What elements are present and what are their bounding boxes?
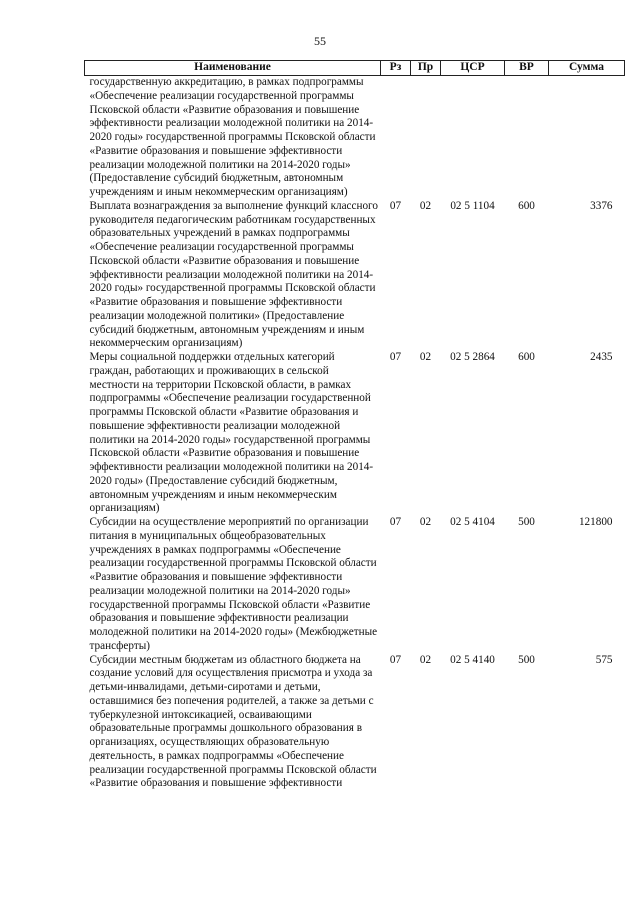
row-pr: 02 [419, 516, 432, 528]
row-pr: 02 [419, 351, 432, 363]
table-header-row [85, 61, 625, 76]
row-csr [441, 76, 505, 200]
header-csr: ЦСР [441, 61, 505, 76]
header-sum: Сумма [549, 61, 625, 76]
header-pr: Пр [411, 61, 441, 76]
row-vr: 500 [518, 516, 535, 528]
header-vr: ВР [505, 61, 549, 76]
row-pr: 02 [419, 199, 432, 212]
row-vr [505, 76, 549, 200]
row-rz: 07 [389, 653, 402, 666]
row-pr [411, 76, 441, 200]
row-csr: 02 5 1104 [450, 199, 495, 212]
row-name: государственную аккредитацию, в рамках подпрограммы «Обеспечение реализации государственной программы Псковской области «Развитие образования и повышение эффективности реализации молодежной политики на 2014-2020 годы» государственной программы Псковской области «Развитие образования и повышение эффективности реализации молодежной политики на 2014-2020 годы» (Предоставление субсидий бюджетным, автономным учреждениям и иным некоммерческим организациям) [89, 76, 376, 198]
row-rz [381, 76, 411, 200]
row-csr: 02 5 4104 [450, 516, 495, 528]
row-csr: 02 5 2864 [450, 351, 495, 363]
row-rz: 07 [389, 199, 402, 212]
row-sum: 121800 [578, 516, 613, 528]
row-vr: 600 [518, 351, 535, 363]
row-csr: 02 5 4140 [450, 653, 495, 666]
header-name: Наименование [85, 61, 381, 76]
table-row [85, 516, 625, 654]
row-name: Субсидии на осуществление мероприятий по организации питания в муниципальных общеобразовательных учреждениях в рамках подпрограммы «Обеспечение реализации государственной программы Псковской области «Развитие образования и повышение эффективности реализации молодежной политики на 2014-2020 годы» государственной программы Псковской области «Развитие образования и повышение эффективности реализации молодежной политики на 2014-2020 годы» (Межбюджетные трансферты) [89, 516, 378, 652]
row-vr: 600 [518, 199, 535, 212]
table-row [85, 351, 625, 516]
row-sum: 3376 [590, 199, 613, 212]
row-rz: 07 [389, 516, 402, 528]
row-name: Субсидии местным бюджетам из областного бюджета на создание условий для осуществления присмотра и ухода за детьми-инвалидами, детьми-сиротами и детьми, оставшимися без попечения родителей, а также за детьми с туберкулезной интоксикацией, осваивающими образовательные программы дошкольного образования в организациях, осуществляющих образовательную деятельность, в рамках подпрограммы «Обеспечение реализации государственной программы Псковской области «Развитие образования и повышение эффективности [89, 653, 377, 790]
row-sum: 2435 [590, 351, 613, 363]
row-name: Меры социальной поддержки отдельных категорий граждан, работающих и проживающих в сельской местности на территории Псковской области, в рамках подпрограммы «Обеспечение реализации государственной программы Псковской области «Развитие образования и повышение эффективности реализации молодежной политики на 2014-2020 годы» государственной программы Псковской области «Развитие образования и повышение эффективности реализации молодежной политики на 2014-2020 годы» (Предоставление субсидий бюджетным, автономным учреждениям и иным некоммерческим организациям) [89, 351, 374, 515]
table-row [85, 654, 625, 792]
row-pr: 02 [419, 653, 432, 666]
budget-table [84, 60, 625, 791]
table-row [85, 200, 625, 351]
row-name: Выплата вознаграждения за выполнение функций классного руководителя педагогическим работникам государственных образовательных учреждений в рамках подпрограммы «Обеспечение реализации государственной программы Псковской области «Развитие образования и повышение эффективности реализации молодежной политики на 2014-2020 годы» государственной программы Псковской области «Развитие образования и повышение эффективности реализации молодежной политики» (Предоставление субсидий бюджетным, автономным учреждениям и иным некоммерческим организациям) [89, 199, 378, 350]
row-rz: 07 [389, 351, 402, 363]
row-sum: 575 [595, 653, 613, 666]
row-sum [549, 76, 625, 200]
header-rz: Рз [381, 61, 411, 76]
row-vr: 500 [518, 653, 535, 666]
page-number: 55 [314, 34, 326, 48]
table-row [85, 76, 625, 200]
